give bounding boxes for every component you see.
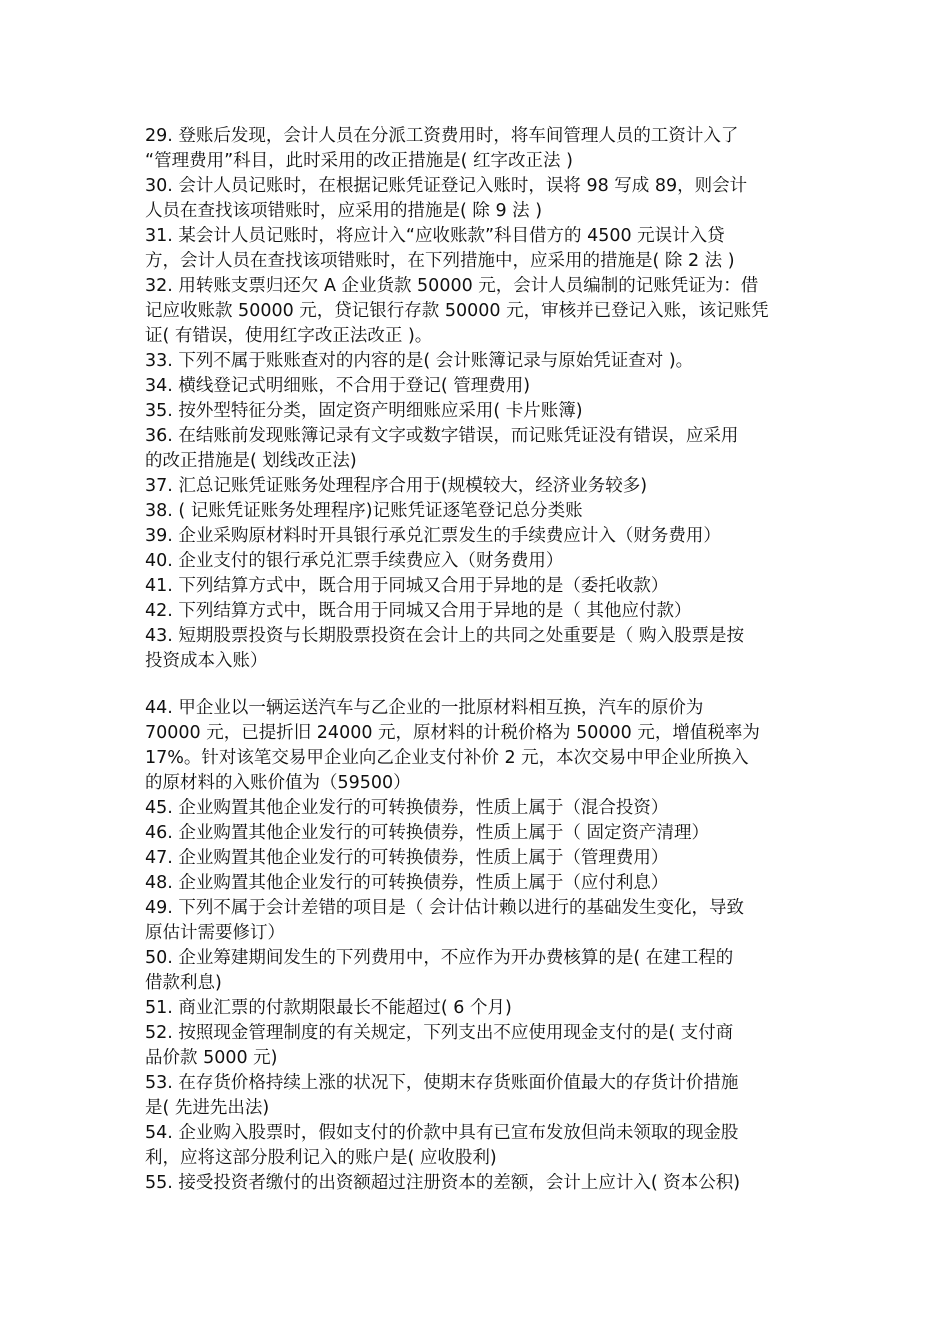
text-line: 36. 在结账前发现账簿记录有文字或数字错误，而记账凭证没有错误，应采用 <box>145 426 739 446</box>
text-line: 45. 企业购置其他企业发行的可转换债券，性质上属于（混合投资） <box>145 798 669 818</box>
text-line: 53. 在存货价格持续上涨的状况下，使期末存货账面价值最大的存货计价措施 <box>145 1073 739 1093</box>
text-line: 39. 企业采购原材料时开具银行承兑汇票发生的手续费应计入（财务费用） <box>145 526 721 546</box>
text-line: 48. 企业购置其他企业发行的可转换债券，性质上属于（应付利息） <box>145 873 669 893</box>
text-line: 32. 用转账支票归还欠 A 企业货款 50000 元，会计人员编制的记账凭证为：借 <box>145 276 759 296</box>
text-line: 是( 先进先出法) <box>145 1098 270 1118</box>
text-line: 的改正措施是( 划线改正法) <box>145 451 357 471</box>
text-line: 品价款 5000 元) <box>145 1048 278 1068</box>
text-line: 38. ( 记账凭证账务处理程序)记账凭证逐笔登记总分类账 <box>145 501 583 521</box>
text-line: 51. 商业汇票的付款期限最长不能超过( 6 个月) <box>145 998 512 1018</box>
document-body <box>145 124 810 1196</box>
text-line: 55. 接受投资者缴付的出资额超过注册资本的差额，会计上应计入( 资本公积) <box>145 1173 741 1193</box>
text-line: 的原材料的入账价值为（59500） <box>145 773 411 793</box>
text-line: 人员在查找该项错账时，应采用的措施是( 除 9 法 ) <box>145 201 543 221</box>
text-line: 17%。针对该笔交易甲企业向乙企业支付补价 2 元，本次交易中甲企业所换入 <box>145 748 749 768</box>
text-line: 70000 元，已提折旧 24000 元，原材料的计税价格为 50000 元，增值税率为 <box>145 723 760 743</box>
text-line: 42. 下列结算方式中，既合用于同城又合用于异地的是（ 其他应付款） <box>145 601 692 621</box>
text-line: 52. 按照现金管理制度的有关规定，下列支出不应使用现金支付的是( 支付商 <box>145 1023 734 1043</box>
text-line: 46. 企业购置其他企业发行的可转换债券，性质上属于（ 固定资产清理） <box>145 823 709 843</box>
text-line: 29. 登账后发现，会计人员在分派工资费用时，将车间管理人员的工资计入了 <box>145 126 739 146</box>
text-line: 37. 汇总记账凭证账务处理程序合用于(规模较大，经济业务较多) <box>145 476 648 496</box>
text-line: 利，应将这部分股利记入的账户是( 应收股利) <box>145 1148 497 1168</box>
text-line: 43. 短期股票投资与长期股票投资在会计上的共同之处重要是（ 购入股票是按 <box>145 626 744 646</box>
blank-line <box>145 674 810 696</box>
text-line: 35. 按外型特征分类，固定资产明细账应采用( 卡片账簿) <box>145 401 583 421</box>
text-line: 40. 企业支付的银行承兑汇票手续费应入（财务费用） <box>145 551 564 571</box>
text-line: 30. 会计人员记账时，在根据记账凭证登记入账时，误将 98 写成 89，则会计 <box>145 176 748 196</box>
text-line: 41. 下列结算方式中，既合用于同城又合用于异地的是（委托收款） <box>145 576 669 596</box>
text-line: 34. 横线登记式明细账，不合用于登记( 管理费用) <box>145 376 531 396</box>
text-line: 证( 有错误，使用红字改正法改正 )。 <box>145 326 433 346</box>
text-line: 原估计需要修订） <box>145 923 285 943</box>
text-line: 33. 下列不属于账账查对的内容的是( 会计账簿记录与原始凭证查对 )。 <box>145 351 694 371</box>
text-line: 49. 下列不属于会计差错的项目是（ 会计估计赖以进行的基础发生变化，导致 <box>145 898 744 918</box>
text-line: 54. 企业购入股票时，假如支付的价款中具有已宣布发放但尚未领取的现金股 <box>145 1123 739 1143</box>
text-line: 47. 企业购置其他企业发行的可转换债券，性质上属于（管理费用） <box>145 848 669 868</box>
text-line: “管理费用”科目，此时采用的改正措施是( 红字改正法 ) <box>145 151 573 171</box>
text-line: 50. 企业筹建期间发生的下列费用中，不应作为开办费核算的是( 在建工程的 <box>145 948 734 968</box>
text-line: 借款利息) <box>145 973 222 993</box>
text-line: 投资成本入账） <box>145 651 268 671</box>
text-line: 44. 甲企业以一辆运送汽车与乙企业的一批原材料相互换，汽车的原价为 <box>145 698 704 718</box>
text-line: 方，会计人员在查找该项错账时，在下列措施中，应采用的措施是( 除 2 法 ) <box>145 251 735 271</box>
text-line: 记应收账款 50000 元，贷记银行存款 50000 元，审核并已登记入账，该记账凭 <box>145 301 769 321</box>
text-line: 31. 某会计人员记账时，将应计入“应收账款”科目借方的 4500 元误计入贷 <box>145 226 725 246</box>
